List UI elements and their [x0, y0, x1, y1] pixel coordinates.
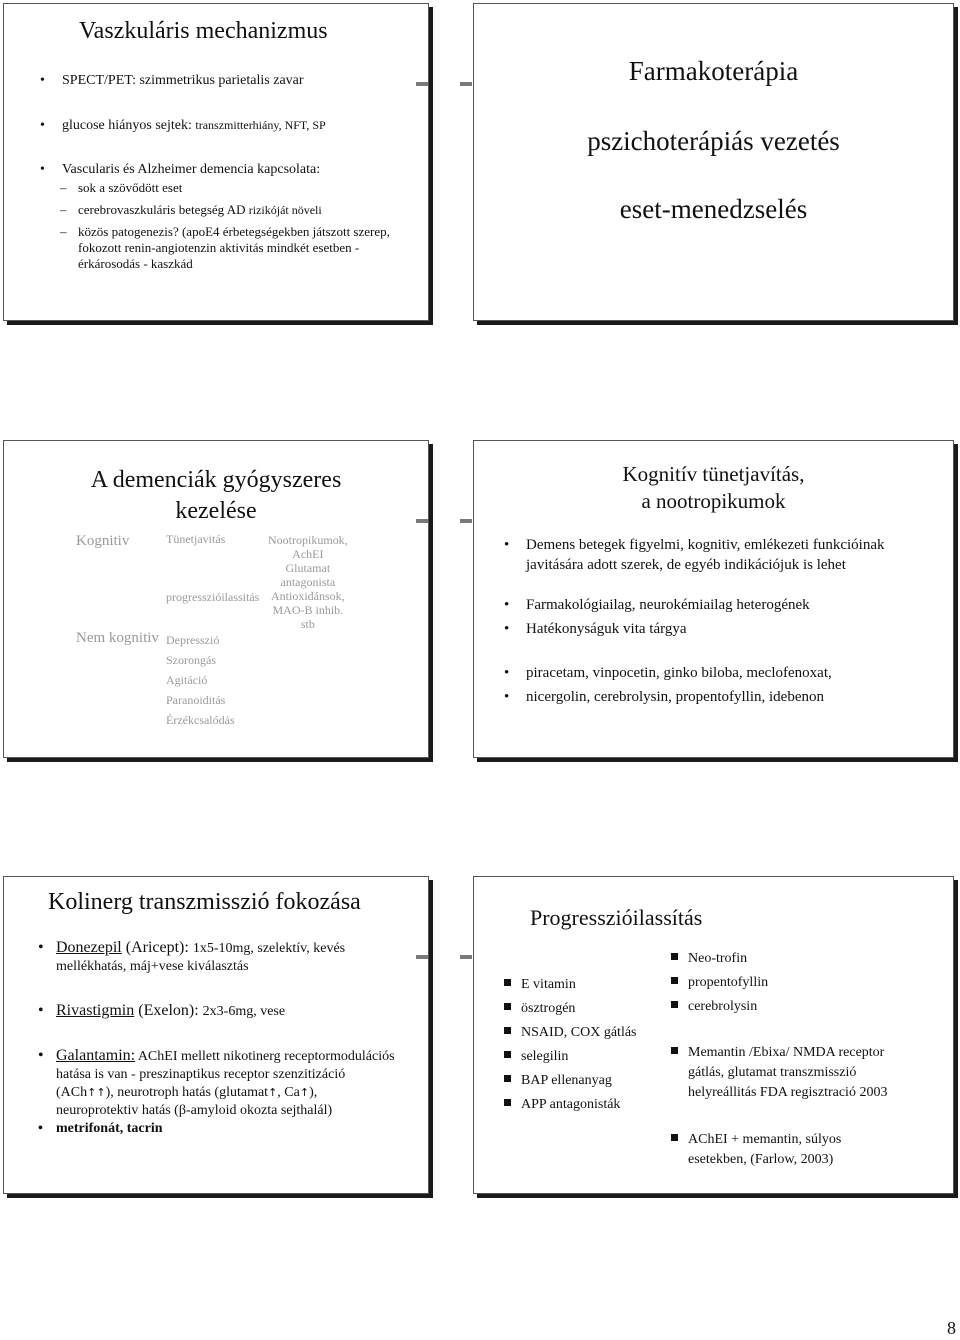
bullet-item: • Hatékonyságuk vita tárgya: [504, 621, 687, 637]
slide-title: Kolinerg transzmisszió fokozása: [48, 889, 361, 915]
slide-kolinerg: [3, 876, 429, 1194]
bullet-item: • Donezepil (Aricept): 1x5-10mg, szelektív, kevés mellékhatás, máj+vese kiválasztás: [38, 939, 346, 974]
list-item: BAP ellenanyag: [504, 1069, 637, 1093]
drug-class: Nootropikumok, AchEI Glutamat antagonista Antioxidánsok, MAO-B inhib. stb: [268, 533, 348, 631]
category-label: Kognitiv: [76, 533, 130, 549]
therapy-line: Farmakoterápia: [628, 56, 799, 86]
bullet-item: • metrifonát, tacrin: [38, 1121, 163, 1136]
bullet-item: • Galantamin: AChEI mellett nikotinerg receptormodulációs hatása is van - preszinaptikus receptor szenzitizáció (ACh↑↑), neurotroph hatás (glutamat↑, Ca↑), neuroprotektiv hatás (β-amyloid okozta sejthalál): [38, 1047, 395, 1118]
therapy-line: eset-menedzselés: [619, 194, 808, 224]
bullet-item: • glucose hiányos sejtek: transzmitterhiány, NFT, SP: [40, 118, 326, 133]
slide-vaszkularis: [3, 3, 429, 321]
slide-progresszioilassitas: [473, 876, 954, 1194]
bullet-item: • Rivastigmin (Exelon): 2x3-6mg, vese: [38, 1002, 286, 1019]
arrow-up-icon: ↑↑: [87, 1086, 106, 1099]
bullet-item: • Farmakológiailag, neurokémiailag heterogének: [504, 597, 810, 613]
slide-title: Kognitív tünetjavítás, a nootropikumok: [622, 462, 805, 513]
bullet-item: • SPECT/PET: szimmetrikus parietalis zavar: [40, 73, 304, 88]
slide-tick-mark: [460, 955, 472, 959]
slide-tick-mark: [460, 519, 472, 523]
slide-tick-mark: [460, 82, 472, 86]
slide-title: Progresszióilassítás: [530, 905, 703, 930]
page-number: 8: [947, 1318, 956, 1338]
bullet-item: • Demens betegek figyelmi, kognitiv, emlékezeti funkcióinak javitására adott szerek, de egyéb indikációjuk is lehet: [504, 537, 885, 573]
list-item: Neo-trofin: [671, 949, 891, 969]
list-item: AChEI + memantin, súlyos esetekben, (Farlow, 2003): [671, 1130, 891, 1170]
slide-title: A demenciák gyógyszeres kezelése: [90, 467, 342, 524]
slide-farmakoterapia: [473, 3, 954, 321]
sub-item: – közös patogenezis? (apoE4 érbetegségekben játszott szerep, fokozott renin-angiotenzin aktivitás mindkét esetben - érkárosodás - kaszkád: [60, 224, 390, 271]
category-label: progresszióilassitás: [166, 590, 260, 604]
category-label: Tünetjavitás: [166, 532, 226, 546]
left-list: [504, 973, 637, 1117]
list-item: cerebrolysin: [671, 997, 891, 1017]
slide-tick-mark: [416, 955, 428, 959]
bullet-item: • nicergolin, cerebrolysin, propentofyllin, idebenon: [504, 689, 824, 705]
arrow-up-icon: ↑: [299, 1086, 310, 1099]
bullet-item: • Vascularis és Alzheimer demencia kapcsolata:: [40, 162, 321, 177]
slide-kognitiv-tunetjavitas: [473, 440, 954, 758]
slide-demenciak: [3, 440, 429, 758]
list-item: E vitamin: [504, 973, 637, 997]
arrow-up-icon: ↑: [268, 1086, 278, 1099]
slide-title: Vaszkuláris mechanizmus: [79, 18, 328, 44]
category-label: Nem kognitiv: [76, 630, 159, 646]
sub-item: – cerebrovaszkuláris betegség AD rizikóját növeli: [60, 202, 322, 217]
therapy-line: pszichoterápiás vezetés: [587, 126, 840, 156]
list-item: Memantin /Ebixa/ NMDA receptor gátlás, glutamat transzmisszió helyreállitás FDA regisztració 2003: [671, 1043, 891, 1103]
list-item: NSAID, COX gátlás: [504, 1021, 637, 1045]
list-item: ösztrogén: [504, 997, 637, 1021]
sub-item: – sok a szövődött eset: [60, 180, 183, 195]
list-item: propentofyllin: [671, 973, 891, 993]
list-item: selegilin: [504, 1045, 637, 1069]
right-list: [671, 949, 891, 1170]
bullet-item: • piracetam, vinpocetin, ginko biloba, meclofenoxat,: [504, 665, 832, 681]
list-item: APP antagonisták: [504, 1093, 637, 1117]
symptom-list: Depresszió Szorongás Agitáció Paranoiditás Érzékcsalódás: [166, 633, 235, 727]
